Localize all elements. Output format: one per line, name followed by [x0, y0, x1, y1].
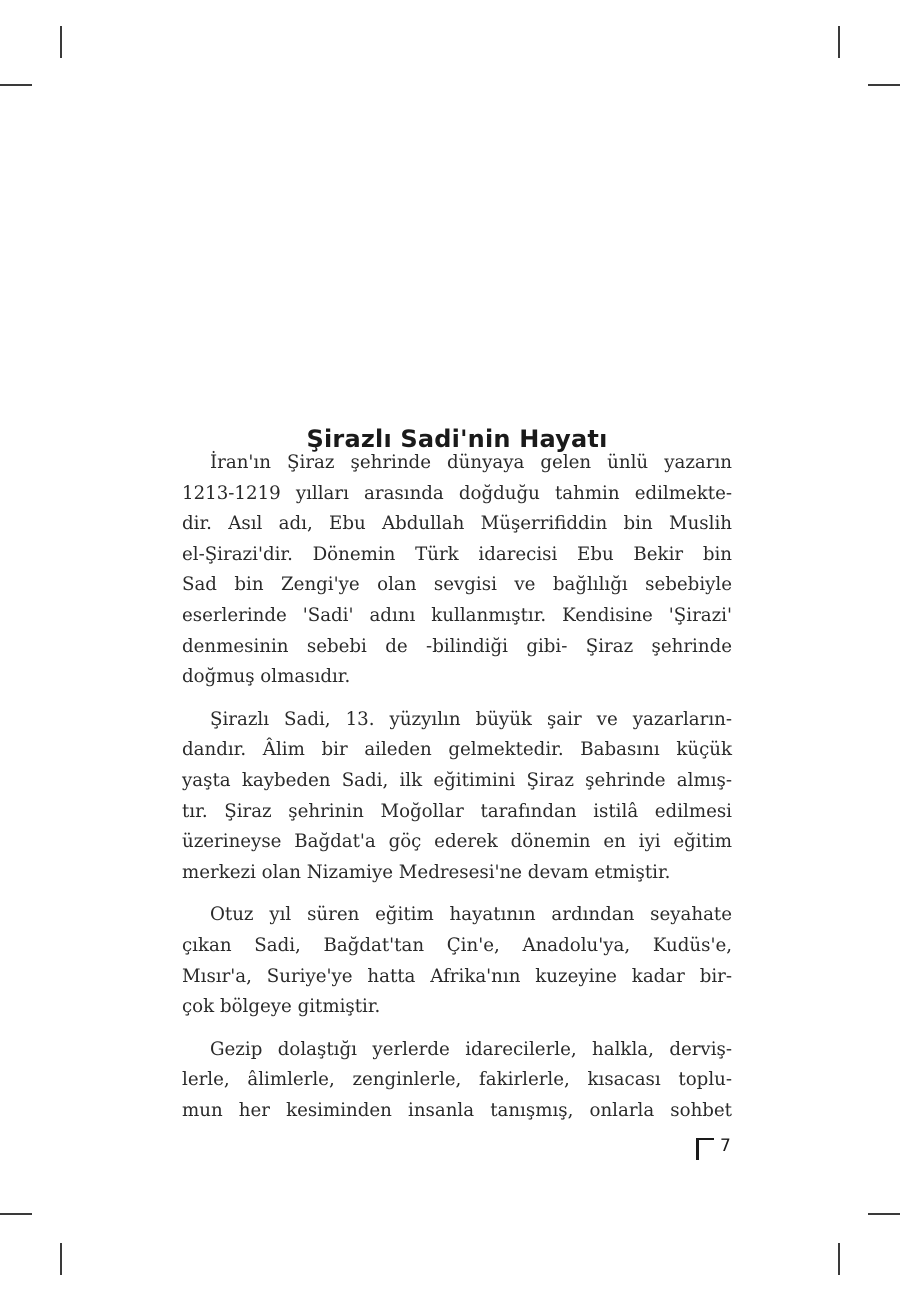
text-line: İran'ın Şiraz şehrinde dünyaya gelen ünlü yazarın [210, 452, 732, 473]
crop-mark-left-top [0, 84, 32, 86]
text-line: Sad bin Zengi'ye olan sevgisi ve bağlılığı sebebiyle [182, 574, 732, 596]
text-line: çıkan Sadi, Bağdat'tan Çin'e, Anadolu'ya, Kudüs'e, [182, 934, 732, 956]
text-line: yaşta kaybeden Sadi, ilk eğitimini Şiraz şehrinde almış- [182, 769, 732, 791]
text-line: tır. Şiraz şehrinin Moğollar tarafından istilâ edilmesi [182, 800, 732, 822]
page-number: 7 [720, 1136, 731, 1156]
text-line: Şirazlı Sadi, 13. yüzyılın büyük şair ve yazarların- [210, 708, 732, 730]
text-line: eserlerinde 'Sadi' adını kullanmıştır. Kendisine 'Şirazi' [182, 604, 732, 626]
crop-mark-right-top [868, 84, 900, 86]
text-line: Mısır'a, Suriye'ye hatta Afrika'nın kuzeyine kadar bir- [182, 965, 732, 987]
text-line: el-Şirazi'dir. Dönemin Türk idarecisi Ebu Bekir bin [182, 543, 732, 565]
text-line: Gezip dolaştığı yerlerde idarecilerle, halkla, derviş- [210, 1038, 732, 1060]
paragraph [182, 448, 732, 693]
paragraph [182, 900, 732, 1022]
crop-mark-right-bottom [868, 1213, 900, 1215]
text-line: Otuz yıl süren eğitim hayatının ardından seyahate [210, 904, 732, 926]
crop-mark-left-bottom [0, 1213, 32, 1215]
text-line: merkezi olan Nizamiye Medresesi'ne devam etmiştir. [182, 861, 671, 883]
crop-mark-bottom-right [838, 1243, 840, 1275]
paragraph [182, 1035, 732, 1127]
paragraph [182, 705, 732, 889]
text-line: dandır. Âlim bir aileden gelmektedir. Babasını küçük [182, 739, 732, 761]
chapter-title: Şirazlı Sadi'nin Hayatı [306, 425, 608, 453]
crop-mark-bottom-left [60, 1243, 62, 1275]
crop-mark-top-right [838, 26, 840, 58]
body-text [182, 448, 732, 1138]
text-line: lerle, âlimlerle, zenginlerle, fakirlerle, kısacası toplu- [182, 1069, 732, 1091]
text-line: üzerineyse Bağdat'a göç ederek dönemin en iyi eğitim [182, 831, 732, 853]
text-line: mun her kesiminden insanla tanışmış, onlarla sohbet [182, 1099, 732, 1121]
text-line: 1213-1219 yılları arasında doğduğu tahmin edilmekte- [182, 482, 732, 504]
crop-mark-top-left [60, 26, 62, 58]
text-line: çok bölgeye gitmiştir. [182, 996, 381, 1018]
text-line: denmesinin sebebi de -bilindiği gibi- Şiraz şehrinde [182, 635, 732, 657]
text-line: dir. Asıl adı, Ebu Abdullah Müşerrifiddin bin Muslih [182, 513, 732, 535]
folio-rule [696, 1138, 699, 1160]
text-line: doğmuş olmasıdır. [182, 666, 351, 688]
